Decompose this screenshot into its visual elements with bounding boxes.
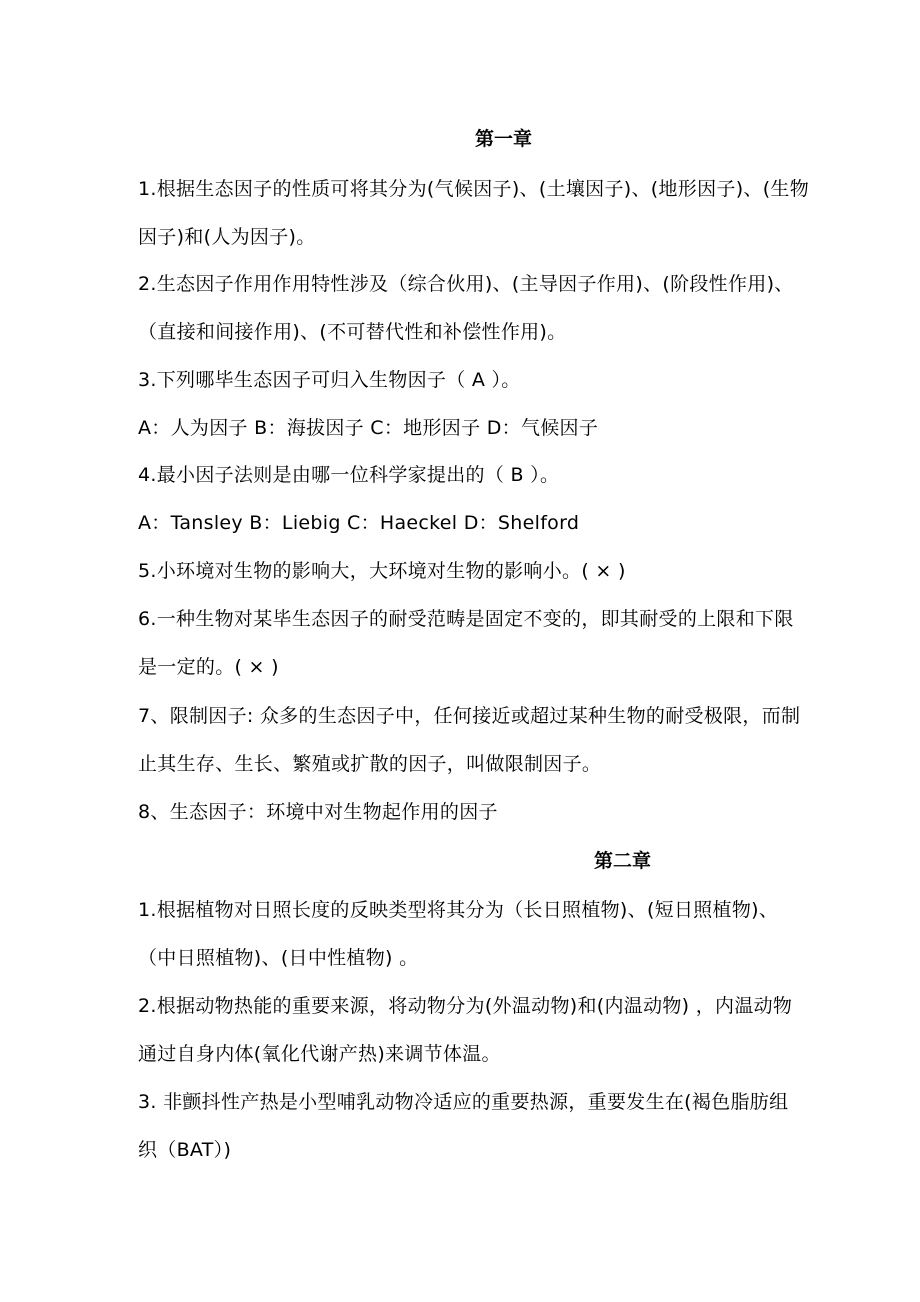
ch2-q3-line1: 3. 非颤抖性产热是小型哺乳动物冷适应的重要热源，重要发生在(褐色脂肪组 — [138, 1091, 789, 1113]
ch1-q4-options: A：Tansley B：Liebig C：Haeckel D：Shelford — [138, 512, 580, 534]
ch2-q1-line1: 1.根据植物对日照长度的反映类型将其分为（长日照植物)、(短日照植物)、 — [138, 899, 779, 921]
ch1-q3-question: 3.下列哪毕生态因子可归入生物因子（ A ）。 — [138, 369, 521, 391]
ch1-q8-definition: 8、生态因子：环境中对生物起作用的因子 — [138, 801, 498, 823]
ch1-q3-options: A：人为因子 B：海拔因子 C：地形因子 D：气候因子 — [138, 417, 599, 439]
ch1-q1-line1: 1.根据生态因子的性质可将其分为(气候因子)、(土壤因子)、(地形因子)、(生物 — [138, 178, 810, 200]
ch1-q7-line2: 止其生存、生长、繁殖或扩散的因子，叫做限制因子。 — [138, 753, 602, 775]
ch1-q7-line1: 7、限制因子: 众多的生态因子中，任何接近或超过某种生物的耐受极限，而制 — [138, 705, 801, 727]
ch1-q4-question: 4.最小因子法则是由哪一位科学家提出的（ B ）。 — [138, 464, 560, 486]
ch1-q2-line1: 2.生态因子作用作用特性涉及（综合伙用)、(主导因子作用)、(阶段性作用)、 — [138, 273, 794, 295]
ch1-q1-line2: 因子)和(人为因子)。 — [138, 226, 316, 248]
ch1-q5-statement: 5.小环境对生物的影响大，大环境对生物的影响小。( × ) — [138, 560, 626, 582]
ch1-q6-line2: 是一定的。( × ) — [138, 656, 279, 678]
chapter-2-heading: 第二章 — [594, 850, 652, 872]
ch1-q2-line2: （直接和间接作用)、(不可替代性和补偿性作用)。 — [138, 321, 567, 343]
ch2-q1-line2: （中日照植物)、(日中性植物) 。 — [138, 947, 419, 969]
ch2-q2-line1: 2.根据动物热能的重要来源，将动物分为(外温动物)和(内温动物) ，内温动物 — [138, 995, 793, 1017]
ch2-q2-line2: 通过自身内体(氧化代谢产热)来调节体温。 — [138, 1043, 501, 1065]
ch1-q6-line1: 6.一种生物对某毕生态因子的耐受范畴是固定不变的，即其耐受的上限和下限 — [138, 608, 794, 630]
ch2-q3-line2: 织（BAT）) — [138, 1139, 232, 1161]
chapter-1-heading: 第一章 — [475, 128, 533, 150]
